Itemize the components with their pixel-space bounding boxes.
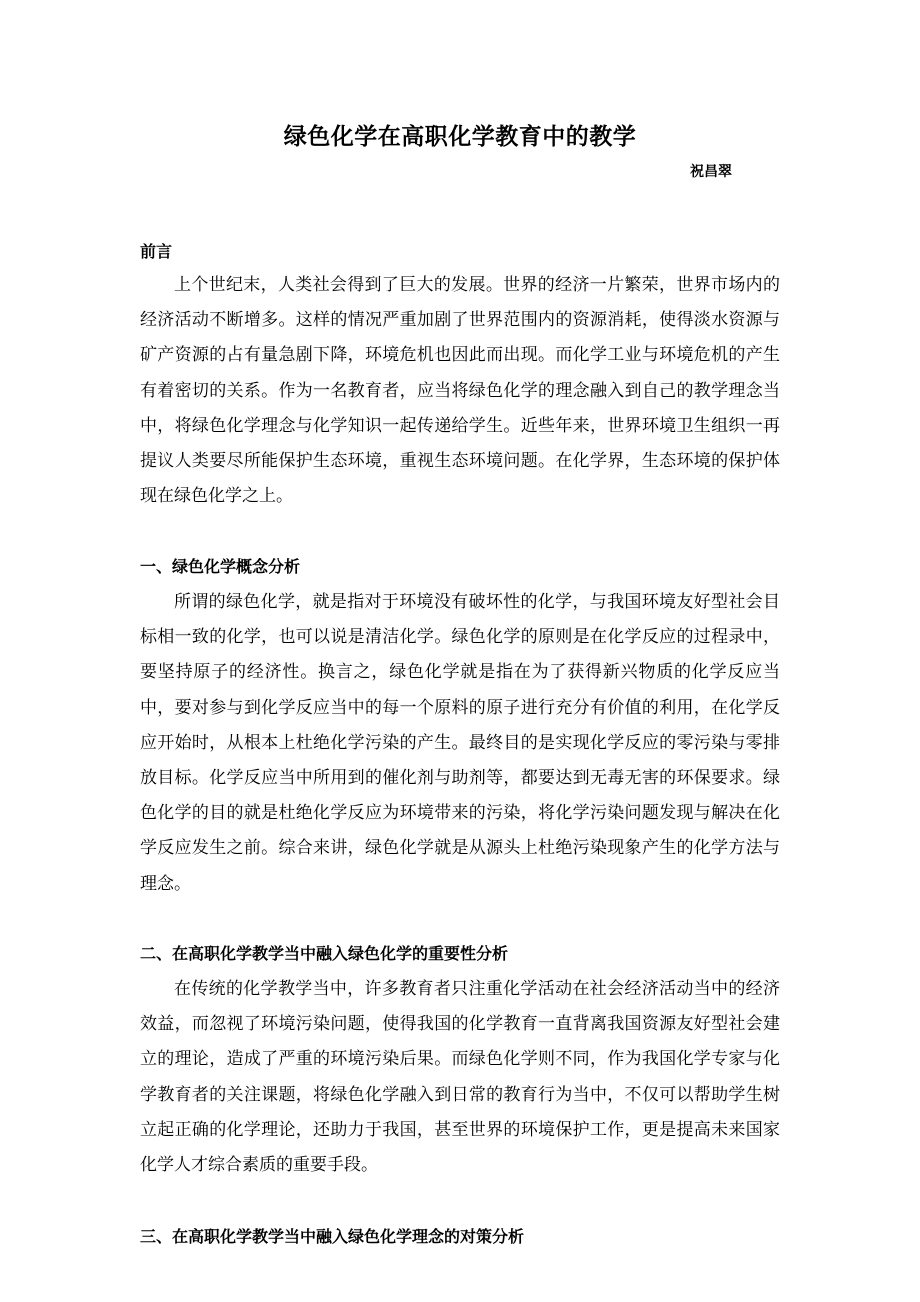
section-paragraph-intro: 上个世纪末，人类社会得到了巨大的发展。世界的经济一片繁荣，世界市场内的经济活动不断增多。这样的情况严重加剧了世界范围内的资源消耗，使得淡水资源与矿产资源的占有量急剧下降，环境危机也因此而出现。而化学工业与环境危机的产生有着密切的关系。作为一名教育者，应当将绿色化学的理念融入到自己的教学理念当中，将绿色化学理念与化学知识一起传递给学生。近些年来，世界环境卫生组织一再提议人类要尽所能保护生态环境，重视生态环境问题。在化学界，生态环境的保护体现在绿色化学之上。 (140, 275, 780, 507)
section-heading-intro: 前言 (140, 242, 173, 261)
section-paragraph-concept: 所谓的绿色化学，就是指对于环境没有破坏性的化学，与我国环境友好型社会目标相一致的化学，也可以说是清洁化学。绿色化学的原则是在化学反应的过程录中，要坚持原子的经济性。换言之，绿色化学就是指在为了获得新兴物质的化学反应当中，要对参与到化学反应当中的每一个原料的原子进行充分有价值的利用，在化学反应开始时，从根本上杜绝化学污染的产生。最终目的是实现化学反应的零污染与零排放目标。化学反应当中所用到的催化剂与助剂等，都要达到无毒无害的环保要求。绿色化学的目的就是杜绝化学反应为环境带来的污染，将化学污染问题发现与解决在化学反应发生之前。综合来讲，绿色化学就是从源头上杜绝污染现象产生的化学方法与理念。 (140, 592, 780, 894)
section-paragraph-importance: 在传统的化学教学当中，许多教育者只注重化学活动在社会经济活动当中的经济效益，而忽视了环境污染问题，使得我国的化学教育一直背离我国资源友好型社会建立的理论，造成了严重的环境污染后果。而绿色化学则不同，作为我国化学专家与化学教育者的关注课题，将绿色化学融入到日常的教育行为当中，不仅可以帮助学生树立起正确的化学理论，还助力于我国，甚至世界的环境保护工作，更是提高未来国家化学人才综合素质的重要手段。 (140, 979, 780, 1176)
section-heading-strategy: 三、在高职化学教学当中融入绿色化学理念的对策分析 (140, 1227, 525, 1246)
document-body (140, 235, 780, 1254)
section-heading-concept: 一、绿色化学概念分析 (140, 557, 301, 576)
document-author: 祝昌翠 (690, 164, 732, 180)
document-title: 绿色化学在高职化学教育中的教学 (283, 124, 637, 150)
section-heading-importance: 二、在高职化学教学当中融入绿色化学的重要性分析 (140, 944, 509, 963)
